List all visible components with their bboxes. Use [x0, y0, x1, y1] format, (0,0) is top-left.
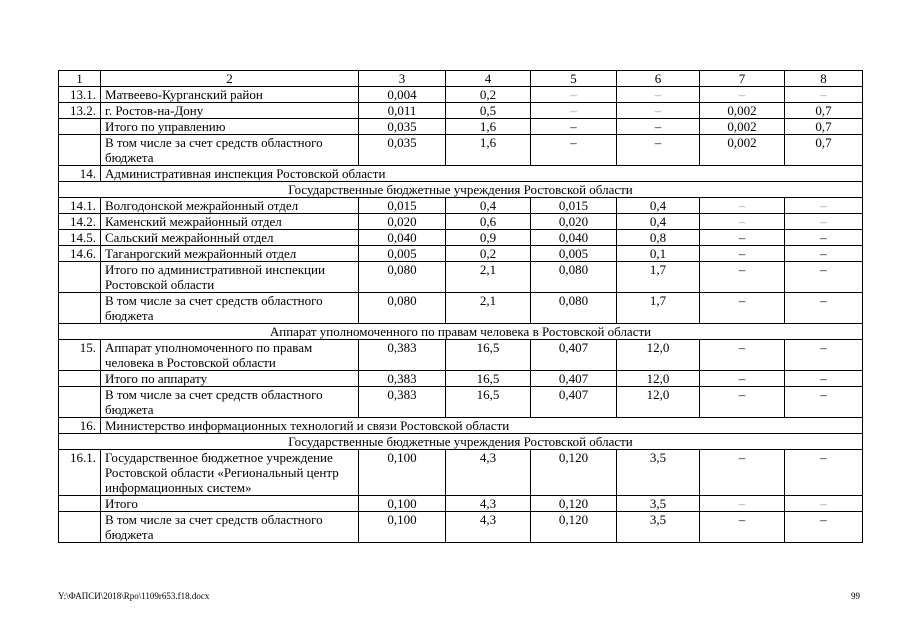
table-cell: 4,3 — [446, 512, 531, 543]
table-cell: – — [785, 293, 863, 324]
table-row — [59, 119, 863, 135]
subheading-row — [59, 434, 863, 450]
row-label: Итого по аппарату — [101, 371, 359, 387]
subheading-row — [59, 182, 863, 198]
table-row — [59, 135, 863, 166]
row-number — [59, 371, 101, 387]
table-cell: 0,100 — [359, 512, 446, 543]
column-header: 8 — [785, 71, 863, 87]
subheading-row — [59, 324, 863, 340]
column-header: 2 — [101, 71, 359, 87]
table-cell: 4,3 — [446, 450, 531, 496]
section-row — [59, 418, 863, 434]
row-number: 13.1. — [59, 87, 101, 103]
subheading-title: Аппарат уполномоченного по правам человека в Ростовской области — [59, 324, 863, 340]
table-cell: 3,5 — [617, 512, 700, 543]
table-cell: – — [700, 450, 785, 496]
table-cell: – — [531, 87, 617, 103]
table-cell: 0,015 — [531, 198, 617, 214]
table-cell: – — [785, 512, 863, 543]
table-cell: – — [785, 387, 863, 418]
table-cell: 0,383 — [359, 387, 446, 418]
footer-file-path: Y:\ФАПСИ\2018\Rpo\1109r653.f18.docx — [58, 591, 210, 601]
table-cell: 0,040 — [531, 230, 617, 246]
row-label: Итого по управлению — [101, 119, 359, 135]
table-cell: 0,4 — [617, 214, 700, 230]
table-cell: – — [700, 387, 785, 418]
table-row — [59, 496, 863, 512]
table-cell: – — [700, 496, 785, 512]
row-number: 14.1. — [59, 198, 101, 214]
section-title: Министерство информационных технологий и связи Ростовской области — [101, 418, 863, 434]
table-cell: 12,0 — [617, 371, 700, 387]
table-cell: 16,5 — [446, 387, 531, 418]
table-cell: 0,005 — [531, 246, 617, 262]
table-row — [59, 198, 863, 214]
table-cell: 0,035 — [359, 119, 446, 135]
table-cell: – — [700, 262, 785, 293]
table-cell: – — [700, 87, 785, 103]
table-cell: 0,004 — [359, 87, 446, 103]
row-label: В том числе за счет средств областного бюджета — [101, 512, 359, 543]
row-label: В том числе за счет средств областного бюджета — [101, 293, 359, 324]
table-row — [59, 246, 863, 262]
table-cell: 0,120 — [531, 496, 617, 512]
table-cell: 0,2 — [446, 87, 531, 103]
table-cell: 0,7 — [785, 135, 863, 166]
column-header: 3 — [359, 71, 446, 87]
table-cell: 0,080 — [531, 293, 617, 324]
table-cell: – — [785, 230, 863, 246]
table-cell: 3,5 — [617, 496, 700, 512]
table-cell: – — [531, 119, 617, 135]
row-label: Государственное бюджетное учреждение Ростовской области «Региональный центр информационных систем» — [101, 450, 359, 496]
table-cell: 0,005 — [359, 246, 446, 262]
table-cell: 0,383 — [359, 371, 446, 387]
table-cell: 0,1 — [617, 246, 700, 262]
subheading-title: Государственные бюджетные учреждения Ростовской области — [59, 182, 863, 198]
row-number — [59, 387, 101, 418]
table-cell: 0,020 — [359, 214, 446, 230]
section-title: Административная инспекция Ростовской области — [101, 166, 863, 182]
table-cell: – — [700, 214, 785, 230]
table-cell: – — [785, 198, 863, 214]
table-row — [59, 450, 863, 496]
table-cell: – — [617, 87, 700, 103]
table-cell: 0,020 — [531, 214, 617, 230]
table-cell: 0,383 — [359, 340, 446, 371]
table-row — [59, 103, 863, 119]
table-row — [59, 340, 863, 371]
table-cell: 1,7 — [617, 293, 700, 324]
section-number: 16. — [59, 418, 101, 434]
table-cell: – — [785, 87, 863, 103]
row-label: Аппарат уполномоченного по правам человека в Ростовской области — [101, 340, 359, 371]
table-cell: 1,6 — [446, 119, 531, 135]
table-cell: 0,100 — [359, 450, 446, 496]
table-cell: – — [785, 496, 863, 512]
table-cell: 0,080 — [359, 293, 446, 324]
table-cell: 0,015 — [359, 198, 446, 214]
table-cell: 0,7 — [785, 119, 863, 135]
table-row — [59, 262, 863, 293]
table-cell: – — [785, 262, 863, 293]
column-header: 5 — [531, 71, 617, 87]
row-number: 15. — [59, 340, 101, 371]
table-cell: 0,100 — [359, 496, 446, 512]
row-label: Каменский межрайонный отдел — [101, 214, 359, 230]
table-row — [59, 293, 863, 324]
row-label: Итого — [101, 496, 359, 512]
table-cell: – — [700, 512, 785, 543]
table-cell: – — [785, 450, 863, 496]
table-cell: 0,040 — [359, 230, 446, 246]
table-cell: 2,1 — [446, 293, 531, 324]
data-table — [58, 70, 863, 543]
row-number — [59, 496, 101, 512]
column-header: 7 — [700, 71, 785, 87]
table-cell: 3,5 — [617, 450, 700, 496]
table-cell: 0,9 — [446, 230, 531, 246]
table-cell: 0,002 — [700, 103, 785, 119]
table-cell: 1,6 — [446, 135, 531, 166]
table-cell: 16,5 — [446, 371, 531, 387]
table-cell: 16,5 — [446, 340, 531, 371]
table-cell: 0,2 — [446, 246, 531, 262]
column-header: 6 — [617, 71, 700, 87]
table-cell: 0,4 — [617, 198, 700, 214]
table-cell: 0,120 — [531, 450, 617, 496]
row-label: Волгодонской межрайонный отдел — [101, 198, 359, 214]
table-cell: 0,4 — [446, 198, 531, 214]
table-cell: – — [531, 103, 617, 119]
table-row — [59, 87, 863, 103]
row-label: В том числе за счет средств областного бюджета — [101, 135, 359, 166]
table-cell: 4,3 — [446, 496, 531, 512]
row-label: Сальский межрайонный отдел — [101, 230, 359, 246]
table-row — [59, 230, 863, 246]
table-cell: – — [785, 214, 863, 230]
table-cell: 0,7 — [785, 103, 863, 119]
table-cell: 12,0 — [617, 340, 700, 371]
table-cell: 1,7 — [617, 262, 700, 293]
column-header: 1 — [59, 71, 101, 87]
section-row — [59, 166, 863, 182]
table-cell: 12,0 — [617, 387, 700, 418]
table-cell: – — [700, 293, 785, 324]
subheading-title: Государственные бюджетные учреждения Ростовской области — [59, 434, 863, 450]
table-cell: 0,120 — [531, 512, 617, 543]
table-row — [59, 512, 863, 543]
page-number: 99 — [851, 591, 860, 601]
table-cell: – — [785, 340, 863, 371]
table-cell: 0,407 — [531, 371, 617, 387]
row-number: 14.5. — [59, 230, 101, 246]
row-number: 16.1. — [59, 450, 101, 496]
table-row — [59, 214, 863, 230]
table-cell: – — [785, 371, 863, 387]
table-cell: 0,002 — [700, 135, 785, 166]
table-cell: 0,5 — [446, 103, 531, 119]
table-row — [59, 371, 863, 387]
table-cell: 2,1 — [446, 262, 531, 293]
row-number — [59, 293, 101, 324]
table-cell: – — [700, 246, 785, 262]
table-cell: 0,6 — [446, 214, 531, 230]
row-label: г. Ростов-на-Дону — [101, 103, 359, 119]
table-cell: – — [700, 340, 785, 371]
row-number — [59, 512, 101, 543]
table-cell: – — [531, 135, 617, 166]
table-cell: 0,011 — [359, 103, 446, 119]
table-cell: 0,080 — [359, 262, 446, 293]
table-cell: 0,407 — [531, 340, 617, 371]
row-label: Матвеево-Курганский район — [101, 87, 359, 103]
row-number — [59, 135, 101, 166]
table-cell: 0,002 — [700, 119, 785, 135]
table-cell: 0,080 — [531, 262, 617, 293]
row-label: Таганрогский межрайонный отдел — [101, 246, 359, 262]
table-cell: – — [700, 198, 785, 214]
section-number: 14. — [59, 166, 101, 182]
table-cell: – — [700, 230, 785, 246]
column-header: 4 — [446, 71, 531, 87]
row-label: В том числе за счет средств областного бюджета — [101, 387, 359, 418]
row-label: Итого по административной инспекции Ростовской области — [101, 262, 359, 293]
table-cell: 0,407 — [531, 387, 617, 418]
row-number: 13.2. — [59, 103, 101, 119]
table-cell: 0,8 — [617, 230, 700, 246]
table-cell: – — [700, 371, 785, 387]
table-cell: – — [617, 119, 700, 135]
table-cell: 0,035 — [359, 135, 446, 166]
table-cell: – — [785, 246, 863, 262]
table-cell: – — [617, 103, 700, 119]
row-number: 14.2. — [59, 214, 101, 230]
row-number: 14.6. — [59, 246, 101, 262]
table-cell: – — [617, 135, 700, 166]
table-header-row — [59, 71, 863, 87]
table-row — [59, 387, 863, 418]
row-number — [59, 262, 101, 293]
row-number — [59, 119, 101, 135]
